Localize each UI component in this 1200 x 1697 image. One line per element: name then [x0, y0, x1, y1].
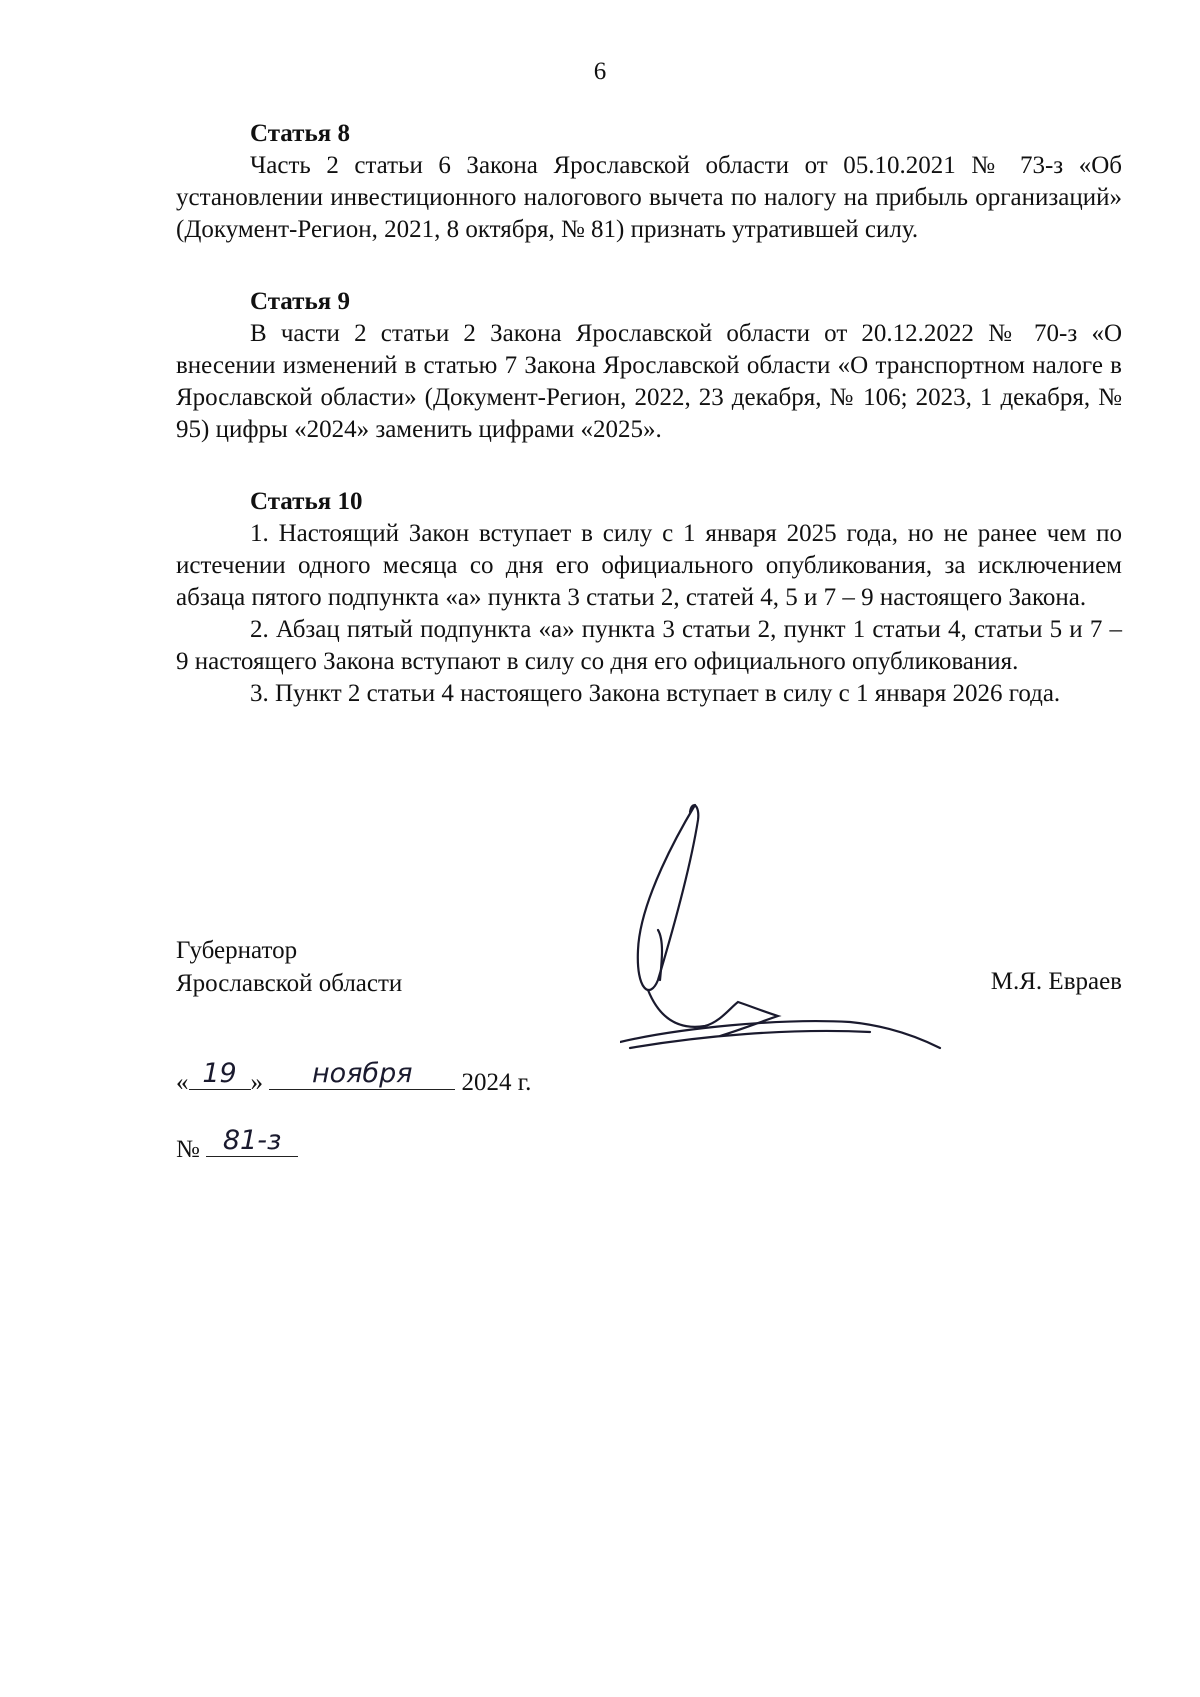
day-value: 19 — [202, 1058, 237, 1089]
article-9 — [176, 286, 1122, 446]
article-paragraph: В части 2 статьи 2 Закона Ярославской области от 20.12.2022 № 70-з «О внесении изменений в статью 7 Закона Ярославской области «О транспортном налоге в Ярославской области» (Документ-Регион, 2022, 23 декабря, № 106; 2023, 1 декабря, № 95) цифры «2024» заменить цифрами «2025». — [176, 320, 1122, 443]
signatory-name: М.Я. Евраев — [990, 968, 1122, 995]
close-quote: » — [250, 1069, 263, 1096]
number-line — [176, 1125, 298, 1164]
article-title: Статья 10 — [250, 488, 363, 515]
day-blank — [189, 1058, 251, 1090]
document-body — [176, 118, 1122, 750]
year-text: 2024 г. — [461, 1069, 532, 1096]
article-paragraph: 3. Пункт 2 статьи 4 настоящего Закона вступает в силу с 1 января 2026 года. — [250, 680, 1061, 707]
article-paragraph: 2. Абзац пятый подпункта «а» пункта 3 статьи 2, пункт 1 статьи 4, статьи 5 и 7 – 9 настоящего Закона вступают в силу со дня его официального опубликования. — [176, 616, 1122, 675]
number-blank — [206, 1125, 298, 1157]
number-prefix: № — [176, 1136, 200, 1163]
article-paragraph: 1. Настоящий Закон вступает в силу с 1 января 2025 года, но не ранее чем по истечении одного месяца со дня его официального опубликования, за исключением абзаца пятого подпункта «а» пункта 3 статьи 2, статей 4, 5 и 7 – 9 настоящего Закона. — [176, 520, 1122, 611]
signatory-position — [176, 934, 402, 1000]
date-line — [176, 1058, 532, 1097]
position-line: Губернатор — [176, 937, 298, 964]
article-title: Статья 8 — [250, 120, 350, 147]
handwritten-signature-icon — [620, 790, 960, 1060]
month-blank — [269, 1058, 455, 1090]
number-value: 81-з — [222, 1125, 282, 1156]
month-value: ноября — [312, 1058, 413, 1089]
article-10 — [176, 486, 1122, 710]
article-8 — [176, 118, 1122, 246]
article-paragraph: Часть 2 статьи 6 Закона Ярославской области от 05.10.2021 № 73-з «Об установлении инвестиционного налогового вычета по налогу на прибыль организаций» (Документ-Регион, 2021, 8 октября, № 81) признать утратившей силу. — [176, 152, 1122, 243]
article-title: Статья 9 — [250, 288, 350, 315]
page-number: 6 — [593, 58, 607, 85]
open-quote: « — [176, 1069, 189, 1096]
position-line: Ярославской области — [176, 970, 403, 997]
